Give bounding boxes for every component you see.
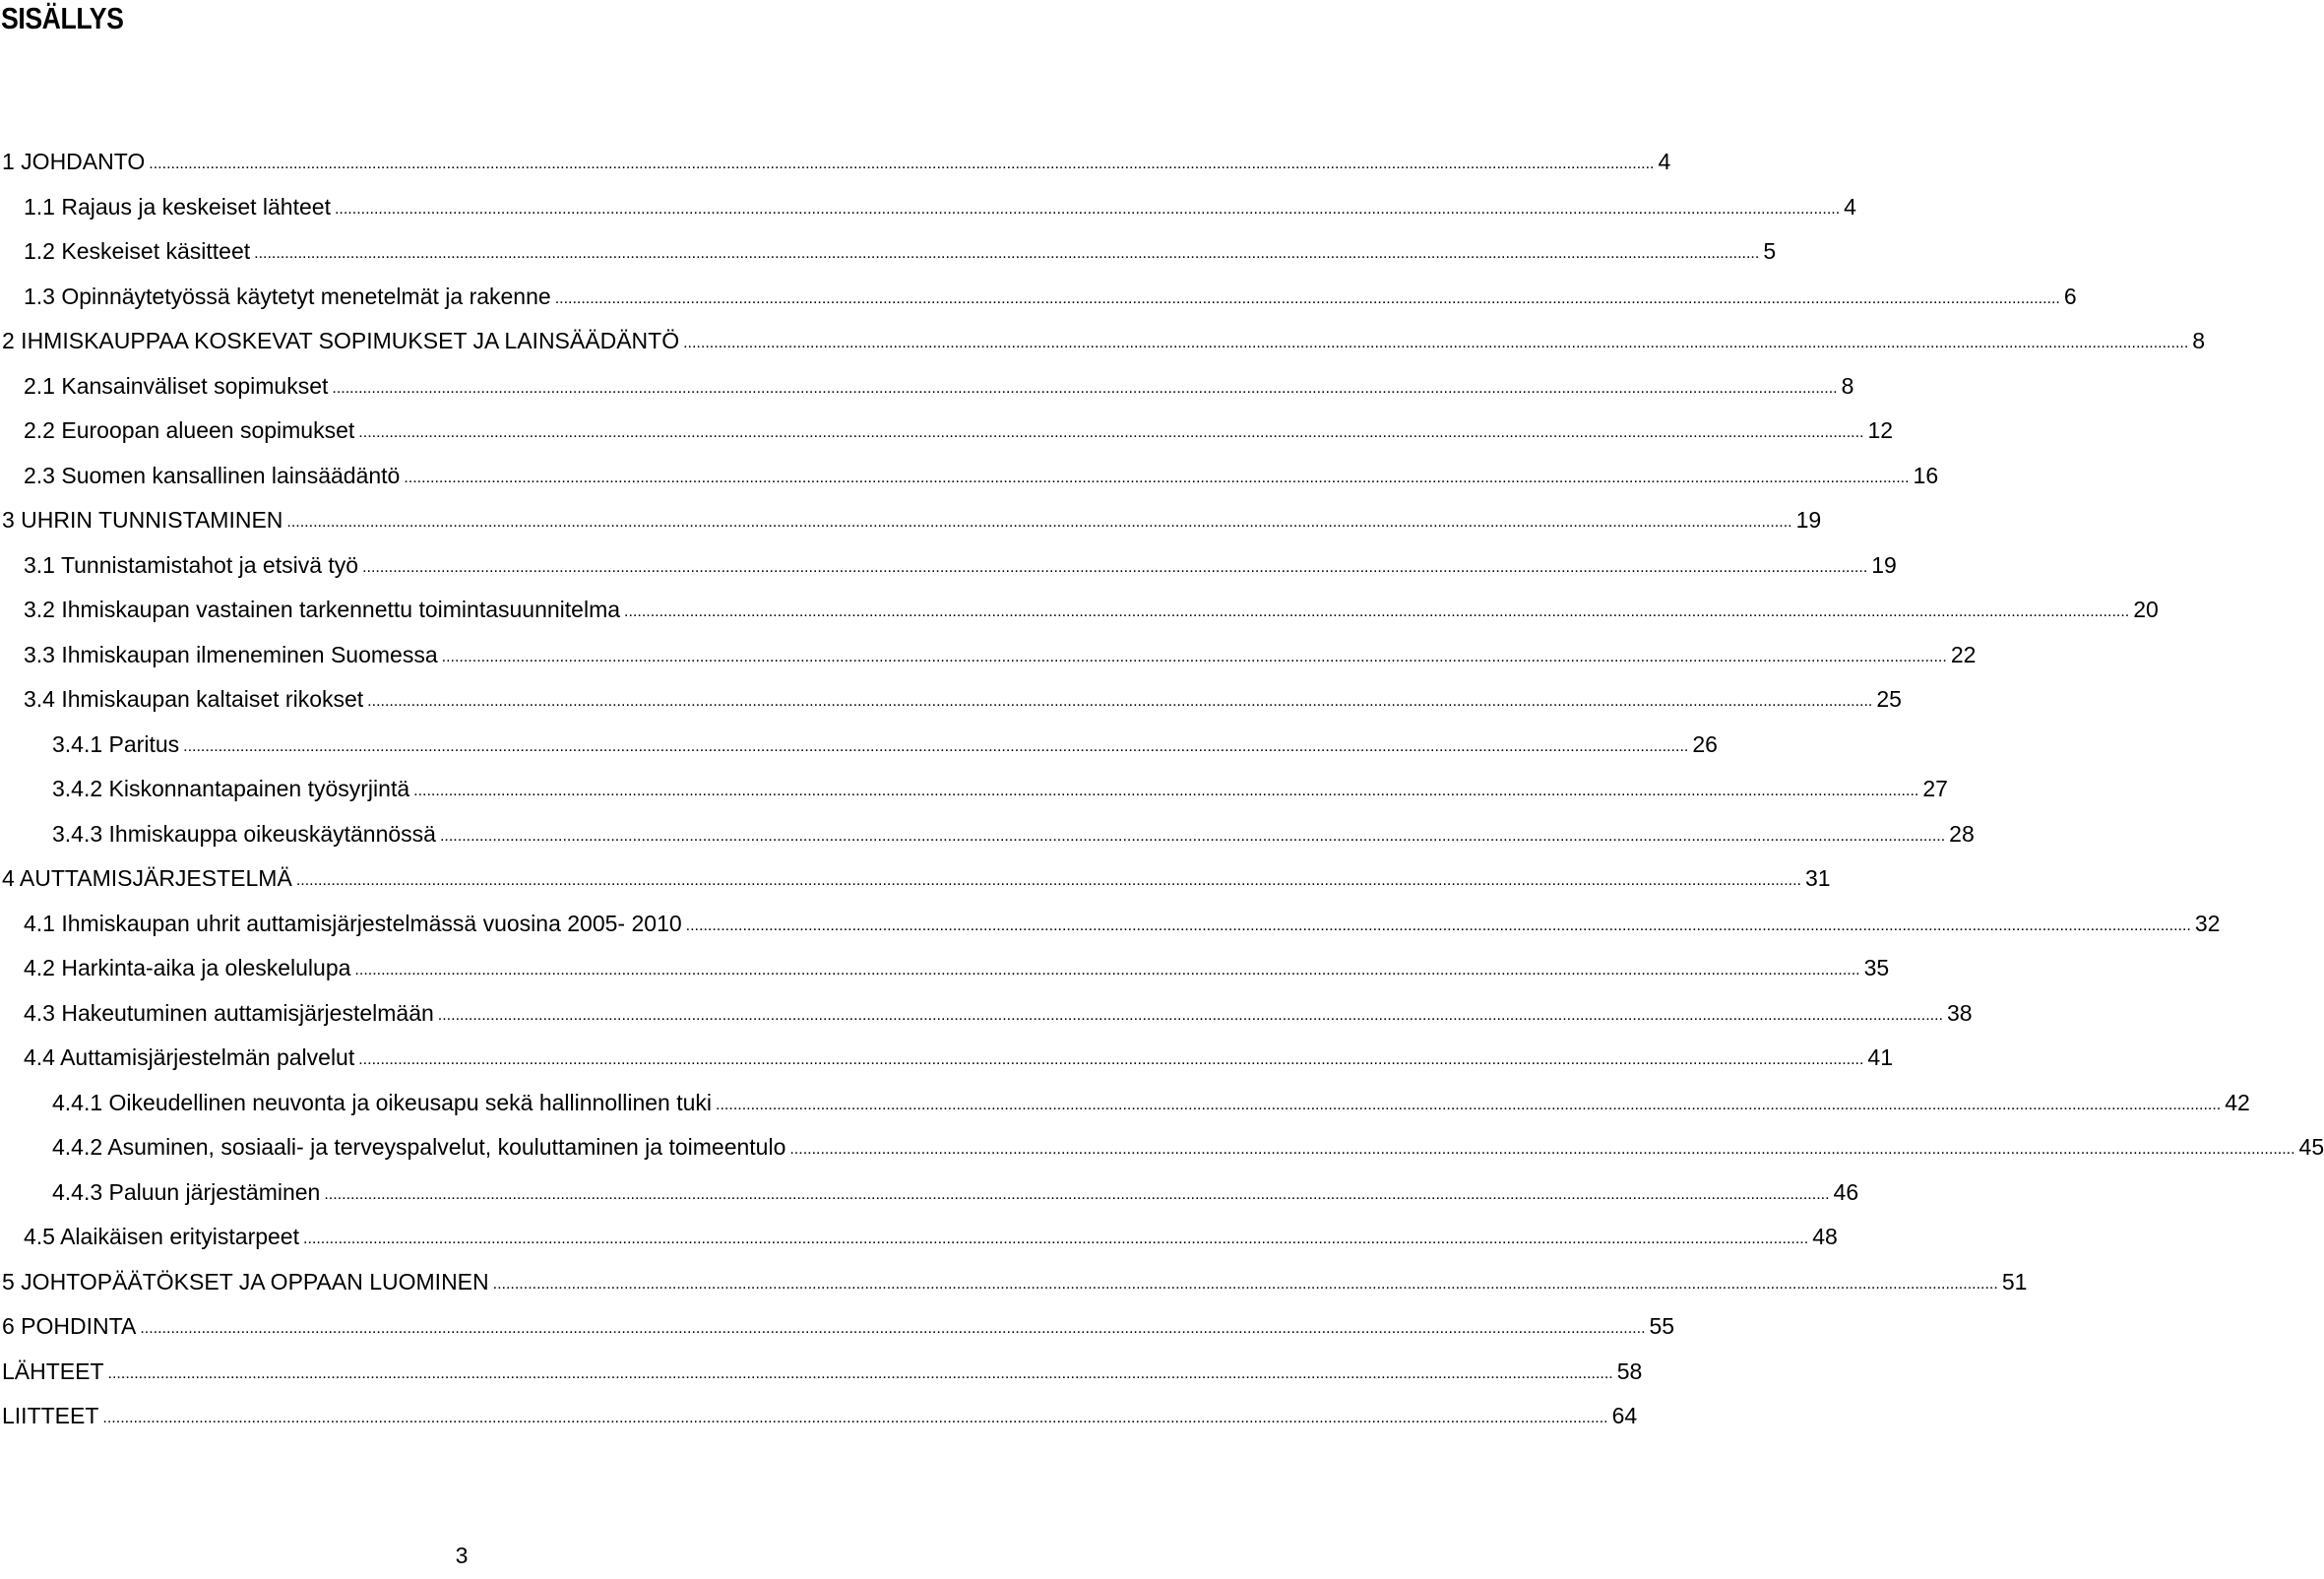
toc-entry-page: 19 [1795, 507, 1822, 533]
toc-entry-page: 4 [1844, 193, 1856, 220]
toc-entry[interactable] [24, 948, 1890, 981]
toc-leader-dots [404, 468, 1909, 489]
toc-entry[interactable] [24, 231, 1777, 265]
toc-entry-title: 2 IHMISKAUPPAA KOSKEVAT SOPIMUKSET JA LAINSÄÄDÄNTÖ [2, 328, 680, 353]
toc-leader-dots [254, 243, 1759, 265]
toc-entry[interactable] [24, 456, 1939, 489]
toc-entry-title: 2.2 Euroopan alueen sopimukset [24, 417, 355, 443]
toc-entry[interactable] [24, 993, 1973, 1027]
toc-entry[interactable] [52, 769, 1948, 802]
toc-entry-page: 48 [1812, 1224, 1838, 1249]
toc-entry-page: 27 [1922, 776, 1948, 801]
toc-leader-dots [624, 601, 2129, 623]
toc-entry-page: 19 [1871, 551, 1897, 578]
toc-leader-dots [367, 691, 1872, 713]
toc-entry[interactable] [24, 1217, 1838, 1250]
toc-entry-title: 4.4.1 Oikeudellinen neuvonta ja oikeusapu sekä hallinnollinen tuki [52, 1089, 713, 1115]
toc-entry-title: 4.1 Ihmiskaupan uhrit auttamisjärjestelmässä vuosina 2005- 2010 [24, 910, 682, 936]
toc-entry-title: 4.5 Alaikäisen erityistarpeet [24, 1224, 299, 1249]
toc-entry[interactable] [2, 1262, 2028, 1295]
toc-entry-page: 55 [1649, 1313, 1675, 1339]
toc-leader-dots [140, 1318, 1645, 1340]
toc-entry-page: 31 [1805, 865, 1831, 891]
toc-leader-dots [332, 378, 1837, 400]
toc-entry-page: 32 [2194, 910, 2221, 936]
page-number: 3 [455, 1543, 469, 1568]
toc-entry-title: 4 AUTTAMISJÄRJESTELMÄ [2, 865, 292, 891]
toc-entry[interactable] [24, 187, 1856, 221]
toc-entry-page: 58 [1616, 1358, 1643, 1384]
toc-entry[interactable] [24, 635, 1977, 668]
toc-entry-title: 1 JOHDANTO [2, 149, 146, 174]
toc-leader-dots [442, 647, 1947, 668]
toc-entry-title: 1.1 Rajaus ja keskeiset lähteet [24, 193, 331, 220]
toc-entry-page: 4 [1658, 149, 1671, 174]
toc-leader-dots [362, 557, 1867, 579]
toc-leader-dots [286, 512, 1791, 534]
toc-entry-page: 8 [1841, 372, 1854, 399]
toc-entry-page: 51 [2001, 1268, 2028, 1295]
toc-entry-title: 2.3 Suomen kansallinen lainsäädäntö [24, 462, 401, 488]
toc-entry-page: 26 [1692, 730, 1718, 757]
toc-entry-title: LÄHTEET [2, 1358, 104, 1384]
toc-entry-title: 4.2 Harkinta-aika ja oleskelulupa [24, 955, 351, 980]
toc-entry-page: 5 [1763, 238, 1777, 264]
toc-leader-dots [149, 154, 1654, 175]
toc-entry-page: 8 [2192, 328, 2206, 353]
toc-entry-title: 3.4 Ihmiskaupan kaltaiset rikokset [24, 686, 364, 712]
toc-entry[interactable] [52, 725, 1718, 758]
toc-leader-dots [716, 1095, 2221, 1116]
toc-entry-page: 46 [1833, 1178, 1859, 1205]
toc-entry-title: 1.2 Keskeiset käsitteet [24, 238, 251, 264]
toc-entry[interactable] [52, 1172, 1859, 1206]
toc-leader-dots [683, 333, 2188, 354]
toc-entry[interactable] [24, 904, 2221, 937]
toc-leader-dots [555, 288, 2060, 310]
toc-entry-title: 3.4.3 Ihmiskauppa oikeuskäytännössä [52, 820, 436, 847]
toc-entry[interactable] [2, 321, 2206, 354]
toc-leader-dots [324, 1184, 1829, 1206]
toc-leader-dots [493, 1274, 1998, 1295]
toc-leader-dots [354, 960, 1859, 981]
toc-entry[interactable] [2, 1352, 1643, 1385]
toc-entry-page: 6 [2063, 283, 2077, 309]
toc-entry-title: 4.4.2 Asuminen, sosiaali- ja terveyspalvelut, kouluttaminen ja toimeentulo [52, 1134, 786, 1160]
toc-entry-page: 41 [1867, 1044, 1894, 1070]
toc-entry-page: 12 [1867, 417, 1894, 443]
toc-entry-page: 25 [1876, 686, 1902, 712]
toc-leader-dots [303, 1229, 1808, 1250]
toc-entry-page: 22 [1950, 641, 1977, 667]
toc-entry-title: 4.3 Hakeutuminen auttamisjärjestelmään [24, 999, 434, 1026]
toc-entry-title: 3.3 Ihmiskaupan ilmeneminen Suomessa [24, 641, 438, 667]
toc-leader-dots [413, 781, 1918, 802]
toc-entry-title: 2.1 Kansainväliset sopimukset [24, 372, 329, 399]
toc-entry-page: 35 [1863, 955, 1890, 980]
toc-entry-title: 4.4 Auttamisjärjestelmän palvelut [24, 1044, 355, 1070]
toc-entry[interactable] [52, 814, 1975, 848]
toc-entry[interactable] [24, 679, 1902, 713]
toc-entry-page: 38 [1946, 999, 1973, 1026]
toc-entry-title: 1.3 Opinnäytetyössä käytetyt menetelmät ja rakenne [24, 283, 551, 309]
toc-entry[interactable] [24, 1038, 1894, 1071]
toc-leader-dots [358, 422, 1863, 444]
toc-entry[interactable] [24, 411, 1894, 444]
toc-entry-title: 3.1 Tunnistamistahot ja etsivä työ [24, 551, 359, 578]
toc-leader-dots [183, 736, 1688, 758]
toc-entry-page: 45 [2298, 1134, 2324, 1160]
toc-entry[interactable] [2, 142, 1671, 175]
toc-entry[interactable] [24, 366, 1854, 400]
toc-leader-dots [358, 1049, 1863, 1071]
page-title: SISÄLLYS [1, 1, 124, 35]
toc-entry[interactable] [2, 500, 1822, 534]
toc-entry-title: 3.4.2 Kiskonnantapainen työsyrjintä [52, 776, 410, 801]
toc-entry-page: 16 [1913, 462, 1939, 488]
toc-entry-title: 5 JOHTOPÄÄTÖKSET JA OPPAAN LUOMINEN [2, 1268, 489, 1295]
toc-entry-title: 3 UHRIN TUNNISTAMINEN [2, 507, 283, 533]
toc-entry[interactable] [52, 1083, 2250, 1116]
toc-entry[interactable] [2, 858, 1831, 892]
toc-leader-dots [686, 916, 2191, 937]
toc-entry[interactable] [2, 1306, 1675, 1340]
toc-entry-title: LIITTEET [2, 1403, 99, 1428]
toc-entry[interactable] [24, 277, 2077, 310]
toc-entry-title: 3.4.1 Paritus [52, 730, 180, 757]
toc-entry-page: 20 [2133, 597, 2159, 622]
toc-leader-dots [335, 199, 1840, 221]
toc-leader-dots [789, 1139, 2294, 1161]
toc-leader-dots [108, 1363, 1613, 1385]
toc-entry-title: 3.2 Ihmiskaupan vastainen tarkennettu toimintasuunnitelma [24, 597, 621, 622]
toc-entry-title: 4.4.3 Paluun järjestäminen [52, 1178, 321, 1205]
toc-entry-title: 6 POHDINTA [2, 1313, 137, 1339]
toc-entry[interactable] [24, 545, 1897, 579]
toc-leader-dots [102, 1408, 1607, 1429]
toc-entry[interactable] [52, 1127, 2324, 1161]
toc-entry[interactable] [24, 590, 2159, 623]
toc-leader-dots [438, 1005, 1943, 1027]
toc-leader-dots [296, 870, 1801, 892]
toc-entry-page: 64 [1611, 1403, 1638, 1428]
toc-entry[interactable] [2, 1396, 1638, 1429]
toc-entry-page: 28 [1949, 820, 1975, 847]
toc-entry-page: 42 [2225, 1089, 2250, 1115]
toc-leader-dots [440, 826, 1945, 848]
